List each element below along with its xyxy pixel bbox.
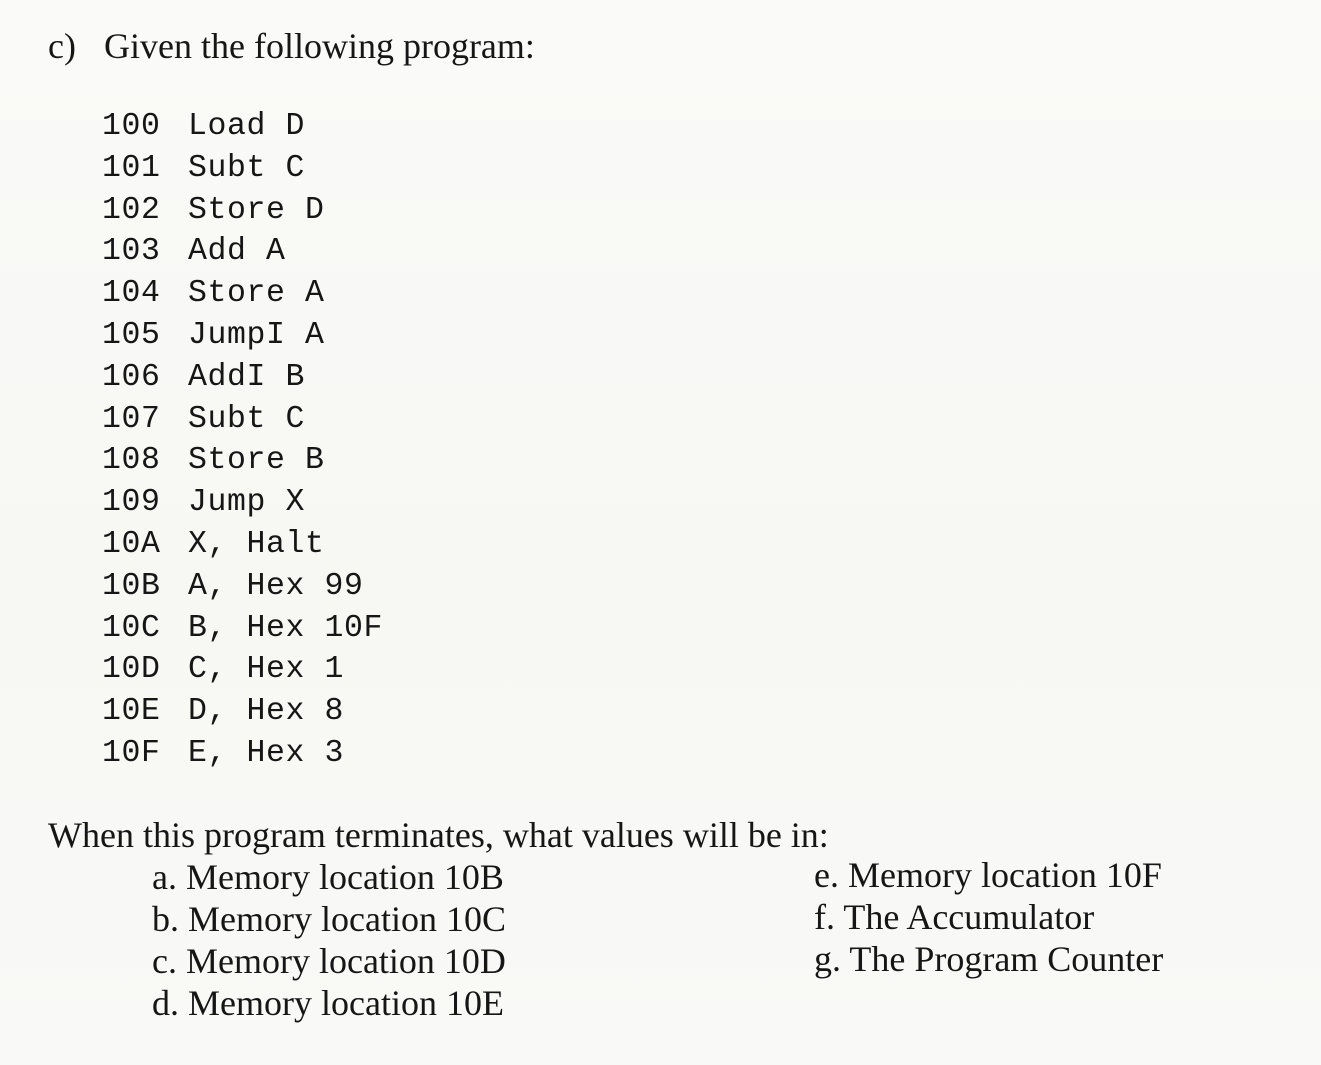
program-address: 106 xyxy=(102,359,161,395)
program-instruction: Subt C xyxy=(188,150,306,186)
program-line xyxy=(102,608,383,650)
answer-item-e: e. Memory location 10F xyxy=(814,855,1162,895)
program-line xyxy=(102,566,383,608)
program-instruction: Jump X xyxy=(188,485,306,521)
program-instruction: E, Hex 3 xyxy=(188,735,345,771)
answer-list-right xyxy=(814,854,1163,980)
program-address: 100 xyxy=(102,109,161,144)
program-address: 108 xyxy=(102,443,161,479)
program-instruction: Store D xyxy=(188,192,325,228)
program-address: 10F xyxy=(102,735,161,771)
answer-item-a: a. Memory location 10B xyxy=(152,857,504,897)
program-address: 10C xyxy=(102,610,161,646)
program-instruction: X, Halt xyxy=(188,526,325,562)
program-address: 10A xyxy=(102,526,161,562)
program-address: 102 xyxy=(102,192,161,228)
answer-item-c: c. Memory location 10D xyxy=(152,941,506,981)
program-line xyxy=(102,733,383,775)
program-line xyxy=(102,649,383,691)
program-line xyxy=(102,691,383,733)
question-label: c) xyxy=(48,26,76,66)
program-instruction: D, Hex 8 xyxy=(188,694,345,730)
program-line xyxy=(102,524,383,566)
question-text: Given the following program: xyxy=(104,26,535,66)
program-line xyxy=(102,106,383,148)
program-line xyxy=(102,190,383,232)
question-prompt: When this program terminates, what values will be in: xyxy=(48,815,829,855)
program-line xyxy=(102,148,383,190)
program-instruction: Subt C xyxy=(188,401,306,437)
program-address: 107 xyxy=(102,401,161,437)
program-instruction: A, Hex 99 xyxy=(188,568,364,604)
program-instruction: Store B xyxy=(188,443,325,479)
program-address: 10B xyxy=(102,568,161,604)
program-instruction: B, Hex 10F xyxy=(188,610,384,646)
answer-item-g: g. The Program Counter xyxy=(814,939,1164,979)
program-instruction: JumpI A xyxy=(188,317,325,353)
program-line xyxy=(102,482,383,524)
program-address: 101 xyxy=(102,150,161,186)
question-heading xyxy=(48,24,535,68)
program-instruction: C, Hex 1 xyxy=(188,652,345,688)
program-instruction: AddI B xyxy=(188,359,306,395)
answer-item-d: d. Memory location 10E xyxy=(152,983,504,1023)
program-instruction: Add A xyxy=(188,234,286,270)
program-listing xyxy=(102,106,383,775)
program-line xyxy=(102,231,383,273)
program-address: 104 xyxy=(102,276,161,312)
program-line xyxy=(102,315,383,357)
program-address: 103 xyxy=(102,234,161,270)
answer-list-left xyxy=(152,856,506,1024)
program-address: 10D xyxy=(102,652,161,688)
program-address: 105 xyxy=(102,317,161,353)
program-address: 109 xyxy=(102,485,161,521)
program-instruction: Load D xyxy=(188,109,306,144)
program-line xyxy=(102,357,383,399)
program-line xyxy=(102,440,383,482)
program-line xyxy=(102,273,383,315)
answer-item-b: b. Memory location 10C xyxy=(152,899,506,939)
program-instruction: Store A xyxy=(188,276,325,312)
program-address: 10E xyxy=(102,694,161,730)
answer-item-f: f. The Accumulator xyxy=(814,897,1095,937)
program-line xyxy=(102,399,383,441)
